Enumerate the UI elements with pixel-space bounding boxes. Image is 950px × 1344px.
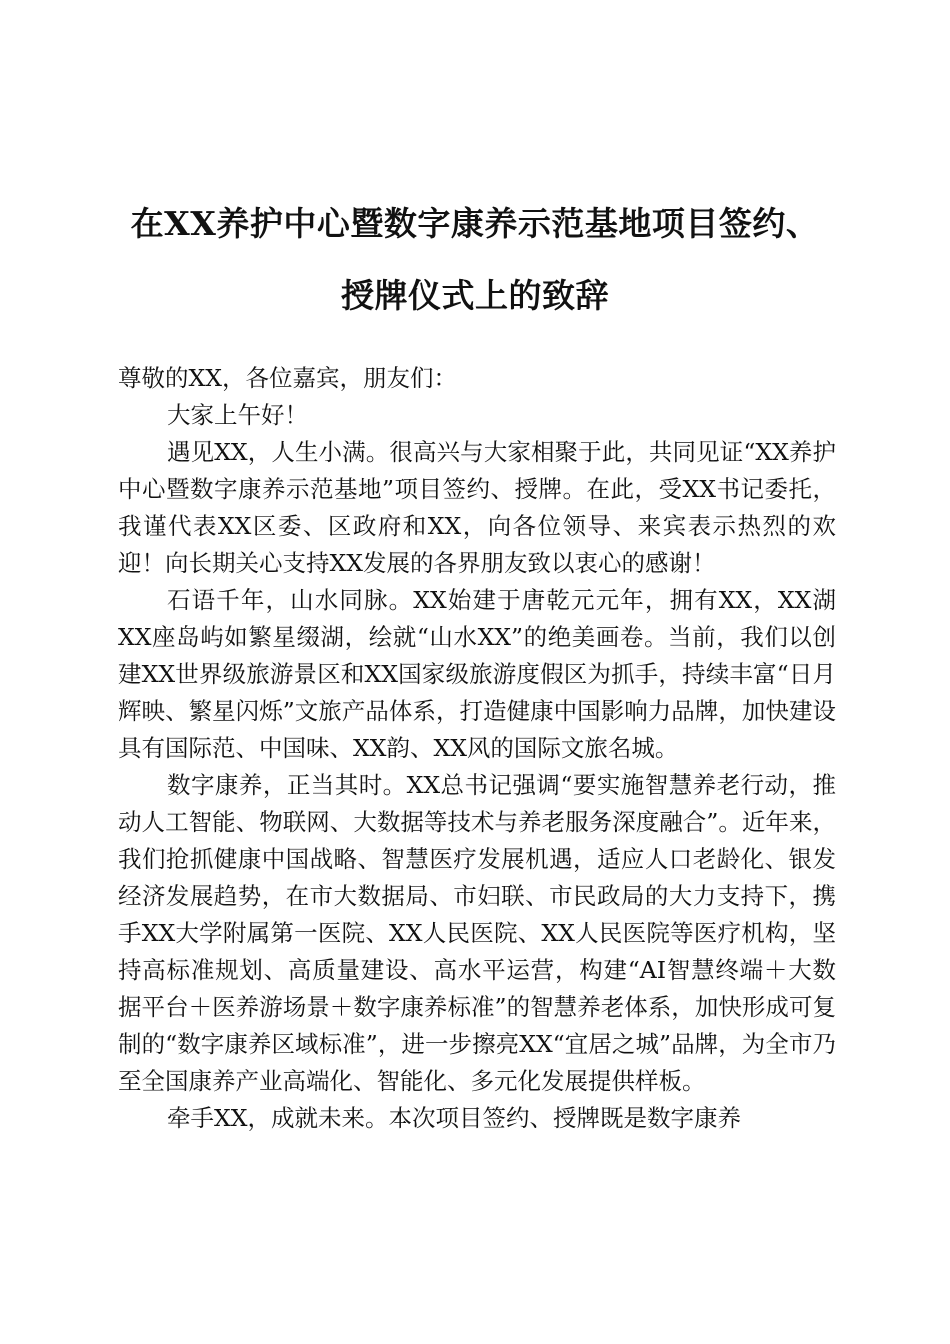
paragraph-future: 牵手XX，成就未来。本次项目签约、授牌既是数字康养: [167, 1104, 741, 1132]
document-title-line-1: 在XX养护中心暨数字康养示范基地项目签约、: [130, 204, 820, 243]
paragraph-history: 石语千年，山水同脉。XX始建于唐乾元元年，拥有XX，XX湖XX座岛屿如繁星缀湖，绘就“山水XX”的绝美画卷。当前，我们以创建XX世界级旅游景区和XX国家级旅游度假区为抓手，持续丰富“日月辉映、繁星闪烁”文旅产品体系，打造健康中国影响力品牌，加快建设具有国际范、中国味、XX韵、XX风的国际文旅名城。: [118, 586, 836, 762]
paragraph-digital-care: 数字康养，正当其时。XX总书记强调“要实施智慧养老行动，推动人工智能、物联网、大数据等技术与养老服务深度融合”。近年来，我们抢抓健康中国战略、智慧医疗发展机遇，适应人口老龄化、银发经济发展趋势，在市大数据局、市妇联、市民政局的大力支持下，携手XX大学附属第一医院、XX人民医院、XX人民医院等医疗机构，坚持高标准规划、高质量建设、高水平运营，构建“AI智慧终端＋大数据平台＋医养游场景＋数字康养标准”的智慧养老体系，加快形成可复制的“数字康养区域标准”，进一步擦亮XX“宜居之城”品牌，为全市乃至全国康养产业高端化、智能化、多元化发展提供样板。: [118, 771, 836, 1095]
document-body: [118, 360, 836, 1137]
salutation: 尊敬的XX，各位嘉宾，朋友们：: [118, 364, 457, 392]
document-title-line-2: 授牌仪式上的致辞: [341, 276, 609, 315]
paragraph-greeting: 大家上午好！: [167, 401, 308, 429]
paragraph-welcome: 遇见XX，人生小满。很高兴与大家相聚于此，共同见证“XX养护中心暨数字康养示范基地”项目签约、授牌。在此，受XX书记委托，我谨代表XX区委、区政府和XX，向各位领导、来宾表示热烈的欢迎！向长期关心支持XX发展的各界朋友致以衷心的感谢！: [118, 438, 836, 577]
